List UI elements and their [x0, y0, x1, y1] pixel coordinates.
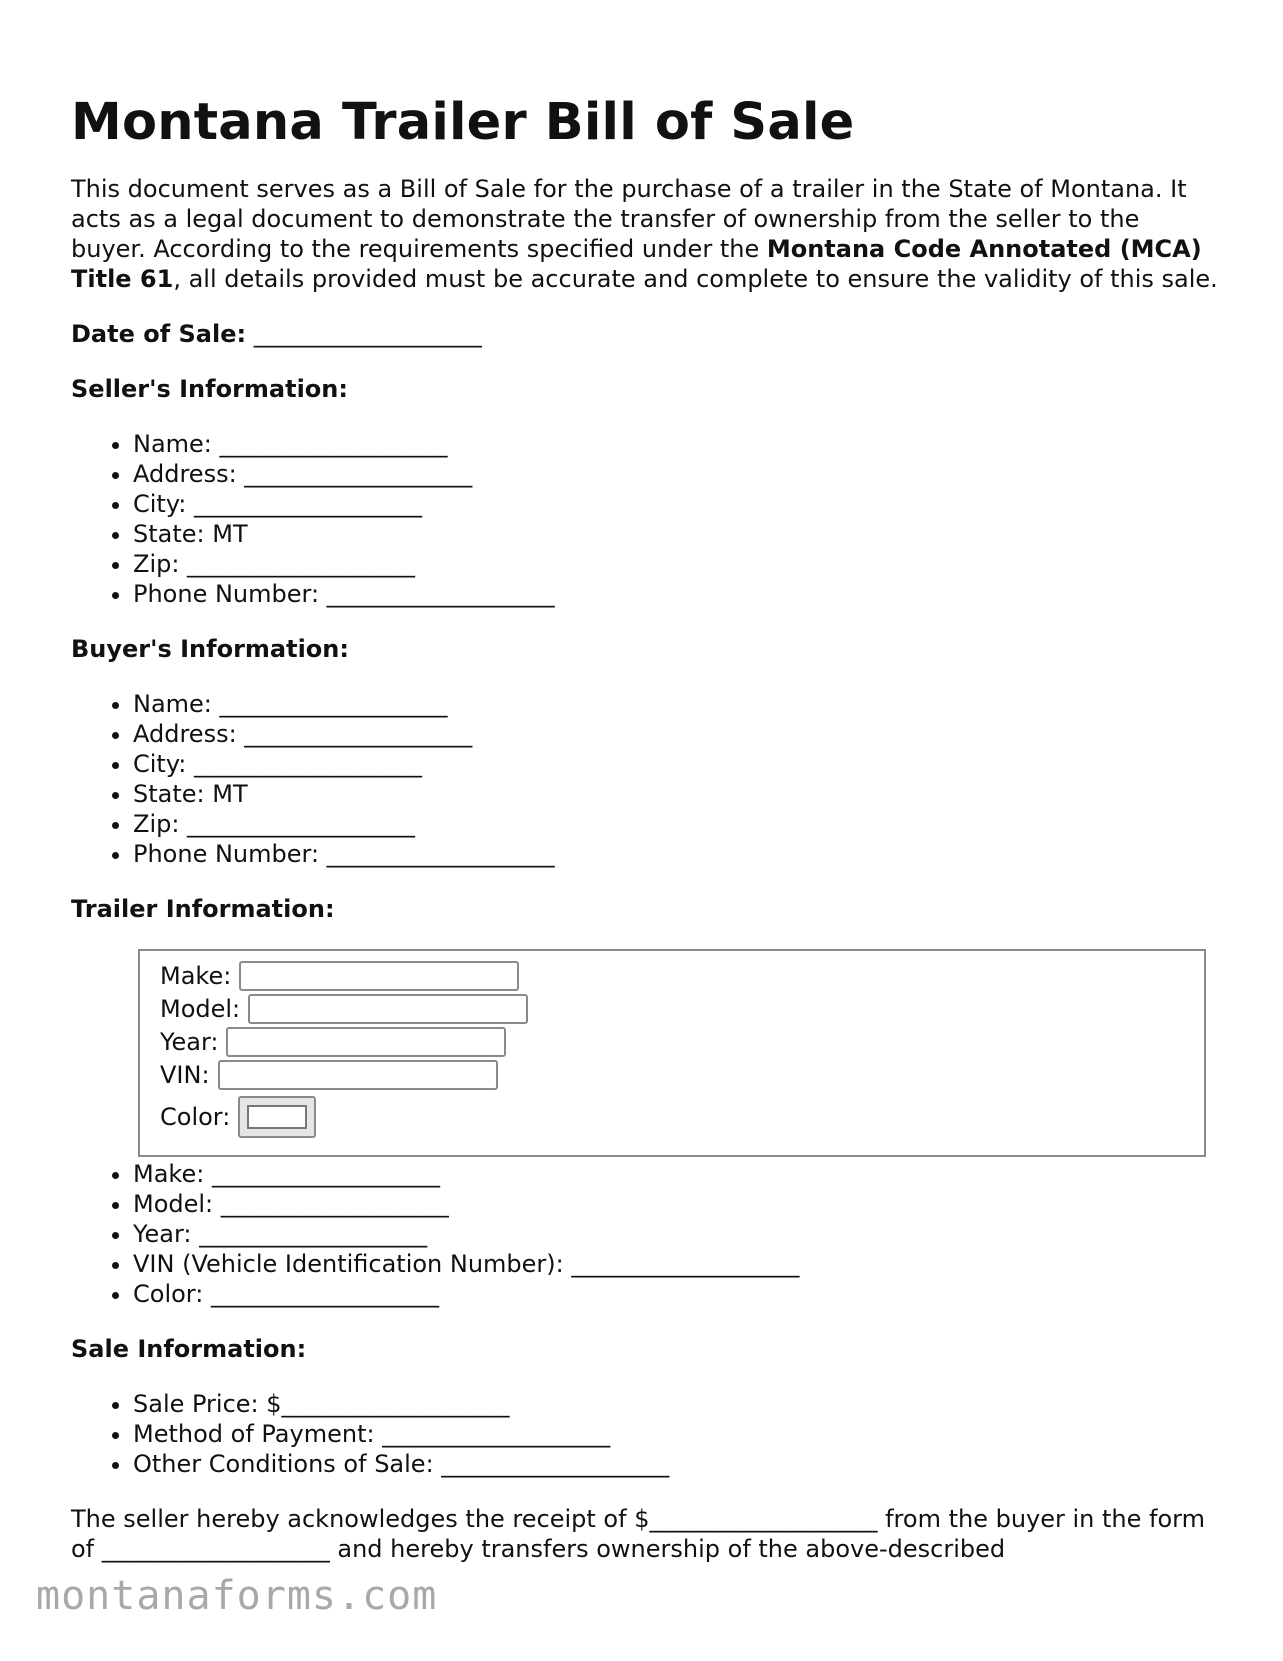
- buyer-address: • Address: ___________________: [133, 719, 1221, 749]
- seller-heading: Seller's Information:: [71, 375, 348, 403]
- other-conditions: • Other Conditions of Sale: ___________________: [133, 1449, 1221, 1479]
- document-page: [71, 78, 1221, 1564]
- payment-method: • Method of Payment: ___________________: [133, 1419, 1221, 1449]
- trailer-vin: • VIN (Vehicle Identification Number): ___________________: [133, 1249, 1221, 1279]
- intro-paragraph: [71, 174, 1221, 294]
- page-title: Montana Trailer Bill of Sale: [71, 93, 855, 152]
- make-input[interactable]: [239, 961, 519, 991]
- trailer-model: • Model: ___________________: [133, 1189, 1221, 1219]
- make-row: [160, 959, 1186, 992]
- date-of-sale: [71, 319, 1221, 349]
- model-row: [160, 992, 1186, 1025]
- year-input[interactable]: [226, 1027, 506, 1057]
- model-label: Model:: [160, 994, 241, 1023]
- buyer-zip: • Zip: ___________________: [133, 809, 1221, 839]
- date-of-sale-label: Date of Sale:: [71, 320, 247, 348]
- trailer-list: [71, 1159, 1221, 1309]
- vin-row: [160, 1058, 1186, 1091]
- seller-address: • Address: ___________________: [133, 459, 1221, 489]
- trailer-heading: Trailer Information:: [71, 895, 335, 923]
- buyer-heading: Buyer's Information:: [71, 635, 349, 663]
- color-row: [160, 1093, 1186, 1141]
- intro-text-2: , all details provided must be accurate and complete to ensure the validity of this sale.: [173, 265, 1218, 293]
- seller-name: • Name: ___________________: [133, 429, 1221, 459]
- site-watermark: montanaforms.com: [36, 1573, 438, 1619]
- buyer-name: • Name: ___________________: [133, 689, 1221, 719]
- trailer-form-box: [138, 949, 1206, 1157]
- buyer-list: [71, 689, 1221, 869]
- seller-phone: • Phone Number: ___________________: [133, 579, 1221, 609]
- buyer-phone: • Phone Number: ___________________: [133, 839, 1221, 869]
- buyer-city: • City: ___________________: [133, 749, 1221, 779]
- closing-paragraph: The seller hereby acknowledges the receipt of $___________________ from the buyer in the form of ___________________ and hereby transfers ownership of the above-described: [71, 1505, 1205, 1563]
- sale-list: [71, 1389, 1221, 1479]
- vin-label: VIN:: [160, 1060, 210, 1089]
- seller-city: • City: ___________________: [133, 489, 1221, 519]
- buyer-state: • State: MT: [133, 779, 1221, 809]
- year-label: Year:: [160, 1027, 219, 1056]
- color-label: Color:: [160, 1103, 231, 1131]
- model-input[interactable]: [248, 994, 528, 1024]
- intro-text-1: This document serves as a Bill of Sale for the purchase of a trailer in the State of Montana. It acts as a legal document to demonstrate the transfer of ownership from the seller to the buyer. According to the requirements specified under the: [71, 175, 1187, 263]
- seller-state: • State: MT: [133, 519, 1221, 549]
- trailer-year: • Year: ___________________: [133, 1219, 1221, 1249]
- seller-list: [71, 429, 1221, 609]
- date-of-sale-blank: ___________________: [246, 320, 482, 348]
- seller-zip: • Zip: ___________________: [133, 549, 1221, 579]
- sale-heading: Sale Information:: [71, 1335, 307, 1363]
- year-row: [160, 1025, 1186, 1058]
- trailer-make: • Make: ___________________: [133, 1159, 1221, 1189]
- make-label: Make:: [160, 961, 232, 990]
- color-picker[interactable]: [238, 1096, 316, 1138]
- intro-statute: Montana Code Annotated (MCA) Title 61: [71, 235, 1202, 293]
- color-swatch-icon: [247, 1105, 307, 1129]
- sale-price: • Sale Price: $___________________: [133, 1389, 1221, 1419]
- trailer-color: • Color: ___________________: [133, 1279, 1221, 1309]
- vin-input[interactable]: [218, 1060, 498, 1090]
